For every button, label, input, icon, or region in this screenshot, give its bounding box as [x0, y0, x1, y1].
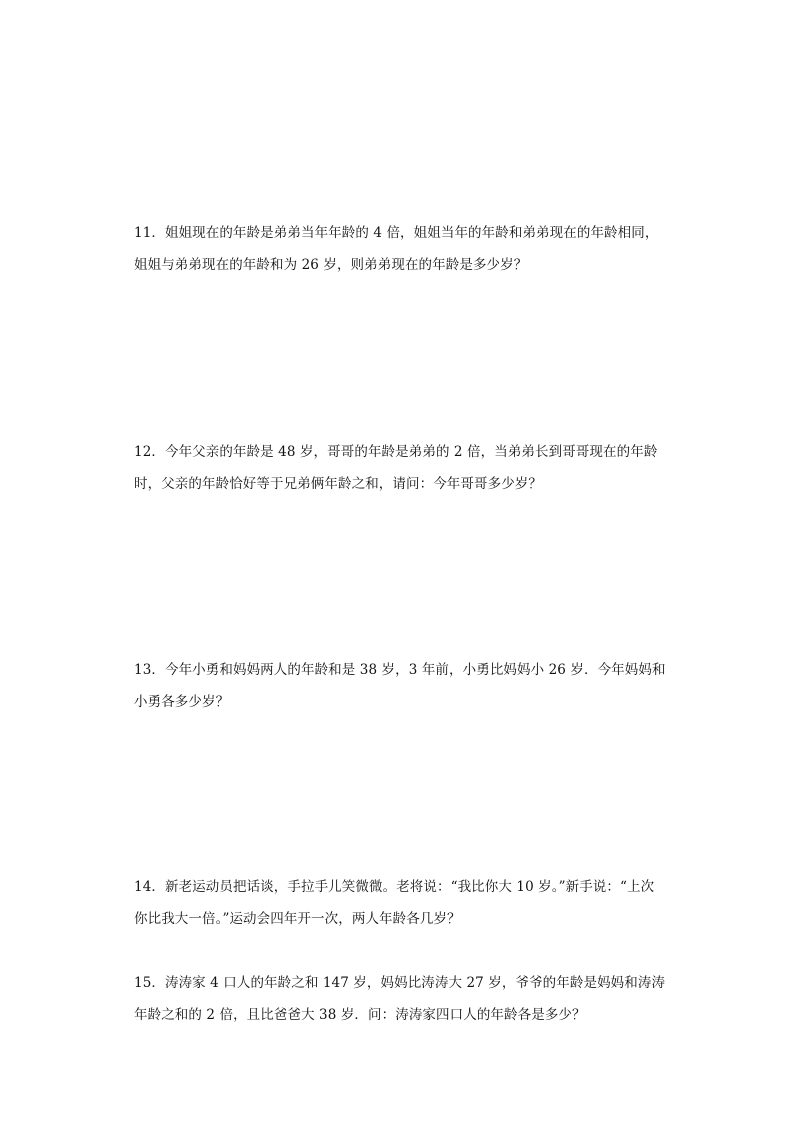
problem-12-text-2: 时，父亲的年龄恰好等于兄弟俩年龄之和，请问：今年哥哥多少岁？ [134, 476, 542, 492]
problem-14-text-2: 你比我大一倍。”运动会四年开一次，两人年龄各几岁？ [134, 911, 461, 927]
problem-14-line-1 [134, 871, 674, 903]
problem-14-text-1: 新老运动员把话谈，手拉手儿笑微微。老将说：“我比你大 10 岁。”新手说：“上次 [164, 879, 655, 895]
problem-13 [134, 654, 674, 718]
problem-11-number: 11． [134, 225, 165, 241]
problem-14 [134, 871, 674, 935]
problem-12-number: 12． [134, 444, 165, 460]
problem-15 [134, 967, 674, 1031]
problem-13-line-1 [134, 654, 674, 686]
problem-12-text-1: 今年父亲的年龄是 48 岁，哥哥的年龄是弟弟的 2 倍，当弟弟长到哥哥现在的年龄 [164, 444, 658, 460]
problem-11 [134, 217, 674, 281]
problem-15-text-2: 年龄之和的 2 倍，且比爸爸大 38 岁．问：涛涛家四口人的年龄各是多少？ [134, 1007, 586, 1023]
problem-15-line-1 [134, 967, 674, 999]
problem-14-number: 14． [134, 879, 165, 895]
problem-11-line-1 [134, 217, 674, 249]
problem-13-text-1: 今年小勇和妈妈两人的年龄和是 38 岁，3 年前，小勇比妈妈小 26 岁．今年妈妈和 [164, 662, 666, 678]
problem-15-number: 15． [134, 975, 165, 991]
problem-13-number: 13． [134, 662, 165, 678]
problem-13-text-2: 小勇各多少岁？ [134, 694, 230, 710]
problem-11-text-2: 姐姐与弟弟现在的年龄和为 26 岁，则弟弟现在的年龄是多少岁？ [134, 257, 528, 273]
problem-12-line-1 [134, 436, 674, 468]
problem-15-text-1: 涛涛家 4 口人的年龄之和 147 岁，妈妈比涛涛大 27 岁，爷爷的年龄是妈妈和涛涛 [164, 975, 666, 991]
problem-12 [134, 436, 674, 500]
problem-11-text-1: 姐姐现在的年龄是弟弟当年年龄的 4 倍，姐姐当年的年龄和弟弟现在的年龄相同， [164, 225, 659, 241]
